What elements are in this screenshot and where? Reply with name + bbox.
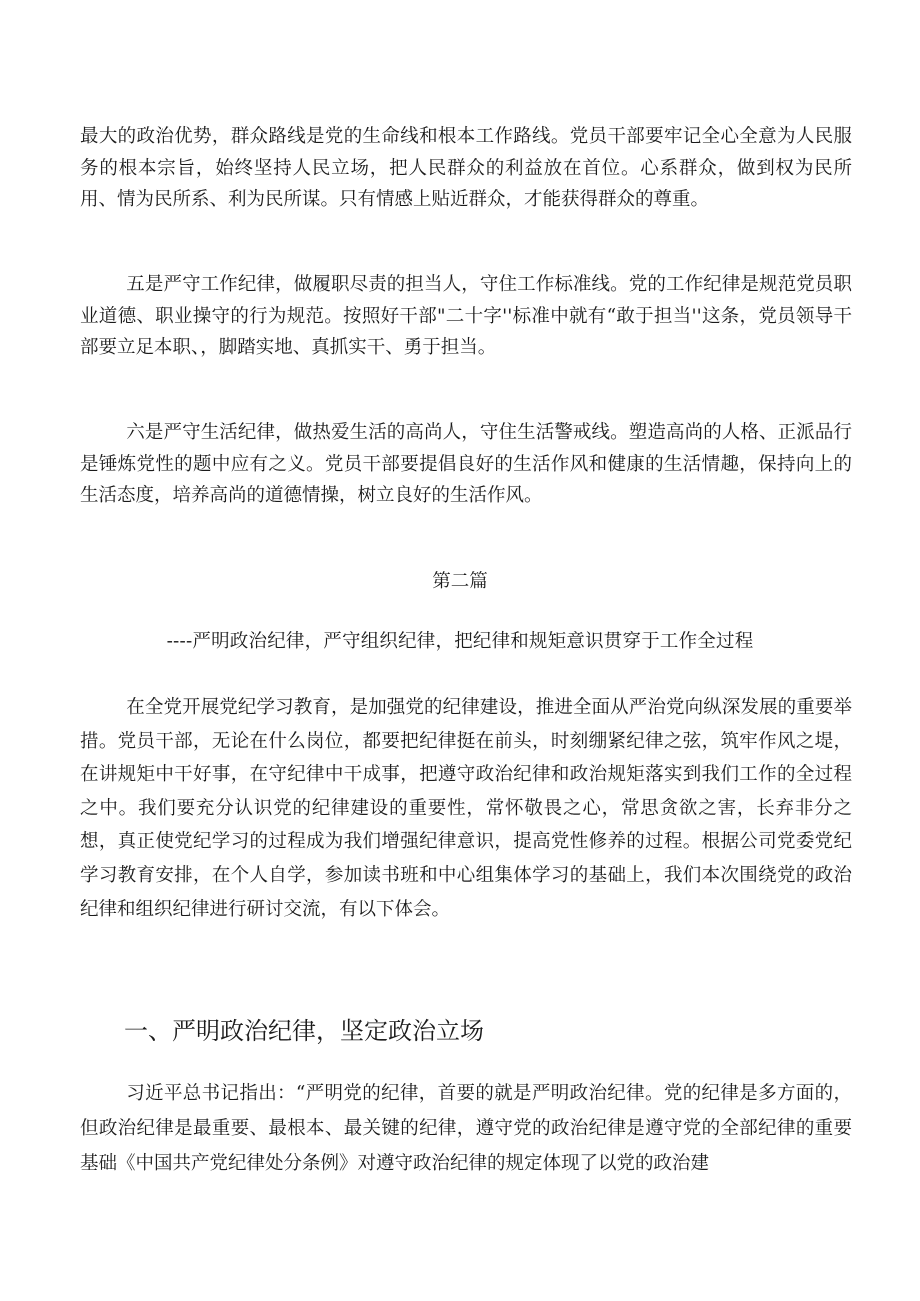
- paragraph-work-discipline: 五是严守工作纪律，做履职尽责的担当人，守住工作标准线。党的工作纪律是规范党员职业道德、职业操守的行为规范。按照好干部"二十字''标准中就有“敢于担当''这条，党员领导干部要立足本职、，脚踏实地、真抓实干、勇于担当。: [80, 274, 852, 358]
- paragraph-xi-quote: 习近平总书记指出：“严明党的纪律，首要的就是严明政治纪律。党的纪律是多方面的，但政治纪律是最重要、最根本、最关键的纪律，遵守党的政治纪律是遵守党的全部纪律的重要基础《中国共产党纪律处分条例》对遵守政治纪律的规定体现了以党的政治建: [80, 1083, 852, 1174]
- section-subtitle: ----严明政治纪律，严守组织纪律，把纪律和规矩意识贯穿于工作全过程: [166, 631, 754, 652]
- heading-political-discipline: 一、严明政治纪律，坚定政治立场: [124, 1017, 484, 1045]
- section-title: 第二篇: [432, 571, 488, 592]
- paragraph-life-discipline: 六是严守生活纪律，做热爱生活的高尚人，守住生活警戒线。塑造高尚的人格、正派品行是锤炼党性的题中应有之义。党员干部要提倡良好的生活作风和健康的生活情趣，保持向上的生活态度，培养高尚的道德情操，树立良好的生活作风。: [80, 422, 852, 506]
- paragraph-mass-line: 最大的政治优势，群众路线是党的生命线和根本工作路线。党员干部要牢记全心全意为人民服务的根本宗旨，始终坚持人民立场，把人民群众的利益放在首位。心系群众，做到权为民所用、情为民所系、利为民所谋。只有情感上贴近群众，才能获得群众的尊重。: [80, 126, 852, 210]
- paragraph-intro: 在全党开展党纪学习教育，是加强党的纪律建设，推进全面从严治党向纵深发展的重要举措。党员干部，无论在什么岗位，都要把纪律挺在前头，时刻绷紧纪律之弦，筑牢作风之堤，在讲规矩中干好事，在守纪律中干成事，把遵守政治纪律和政治规矩落实到我们工作的全过程之中。我们要充分认识党的纪律建设的重要性，常怀敬畏之心，常思贪欲之害，长弃非分之想，真正使党纪学习的过程成为我们增强纪律意识，提高党性修养的过程。根据公司党委党纪学习教育安排，在个人自学，参加读书班和中心组集体学习的基础上，我们本次围绕党的政治纪律和组织纪律进行研讨交流，有以下体会。: [80, 697, 852, 920]
